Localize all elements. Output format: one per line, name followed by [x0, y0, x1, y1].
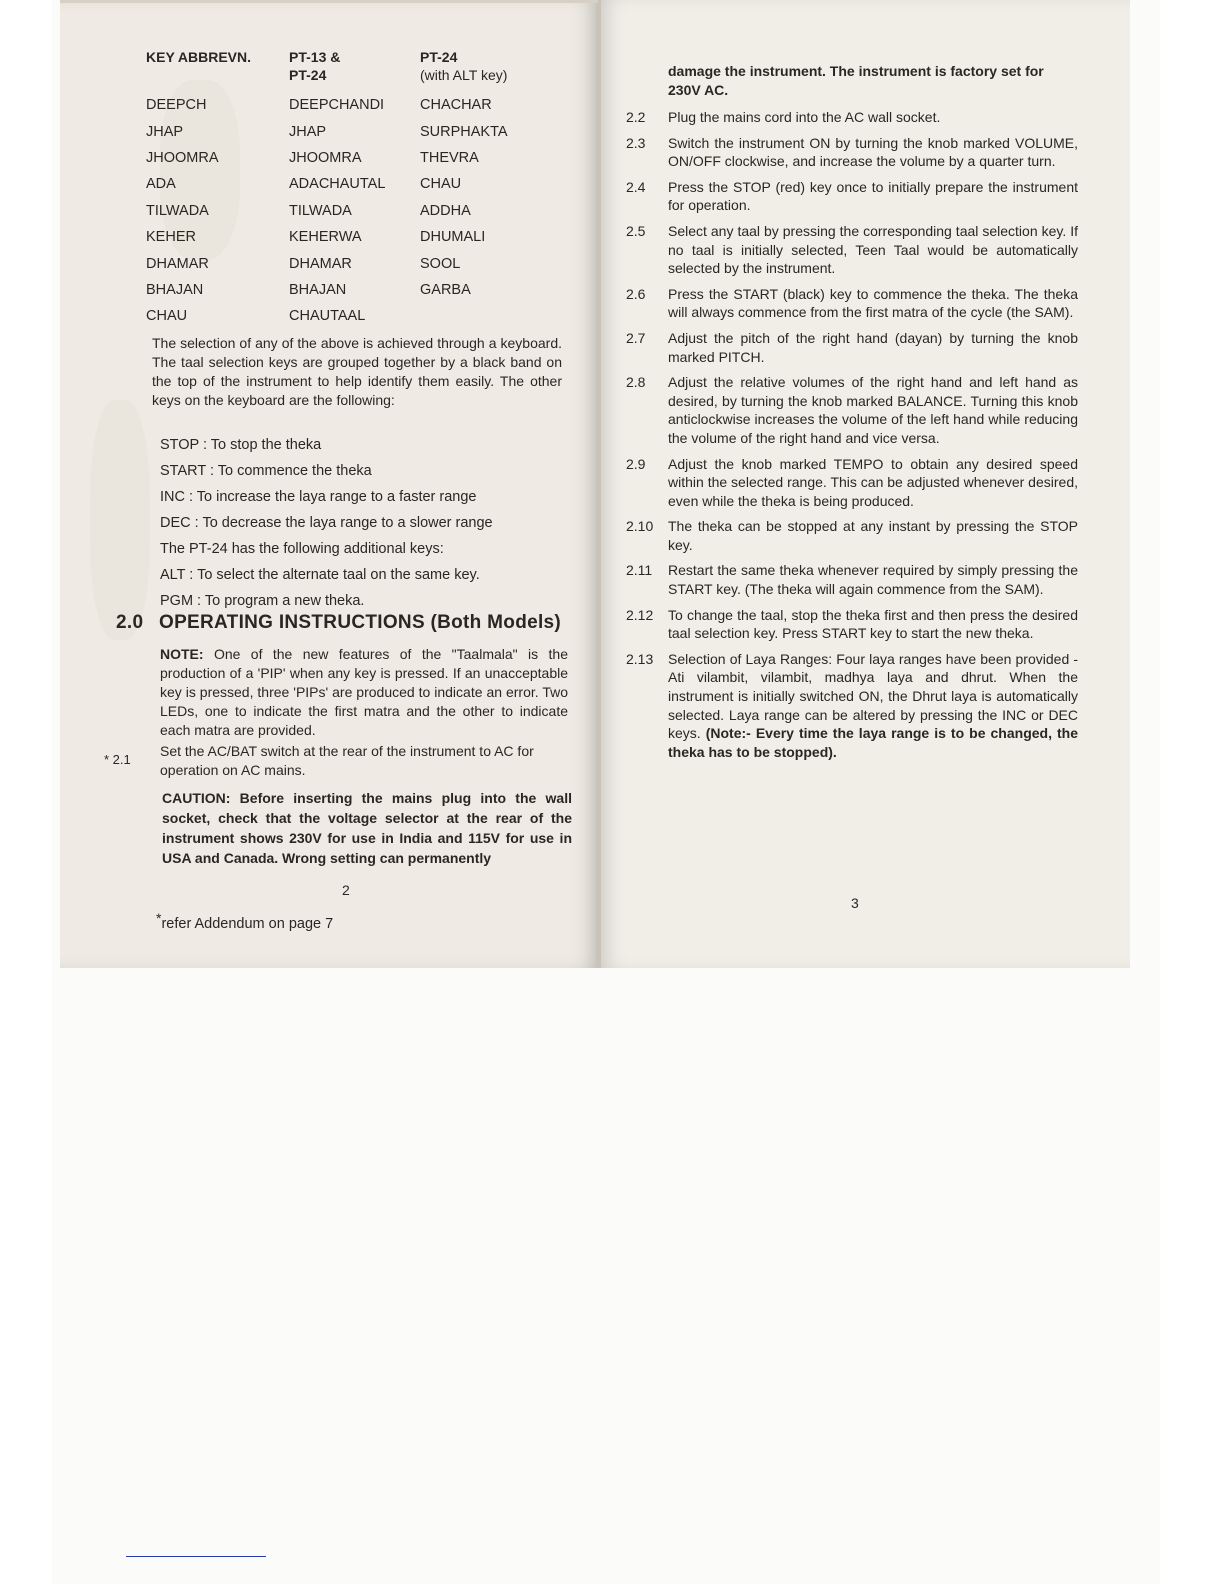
- note-paragraph: [160, 645, 568, 740]
- header-key-abbrevn: KEY ABBREVN.: [146, 49, 252, 65]
- instruction-item: [626, 329, 1078, 366]
- table-cell: CHACHAR: [420, 97, 492, 114]
- instruction-item: [626, 285, 1078, 322]
- footnote-star: *: [156, 910, 162, 926]
- instruction-item: [626, 517, 1078, 554]
- instruction-item: [626, 222, 1078, 278]
- item-number: 2.10: [626, 518, 654, 535]
- table-cell: BHAJAN: [289, 281, 347, 298]
- caution-paragraph: CAUTION: Before inserting the mains plug into the wall socket, check that the voltage selector at the rear of the instrument shows 230V for use in India and 115V for use in USA and Canada. Wrong setting can permanently: [162, 790, 572, 866]
- item-number: 2.13: [626, 650, 654, 667]
- section-title: OPERATING INSTRUCTIONS (Both Models): [159, 612, 562, 633]
- instruction-item-2-13: [626, 650, 1078, 762]
- page-edge: [60, 0, 598, 3]
- table-row: [146, 171, 566, 197]
- note-text: One of the new features of the "Taalmala" is the production of a 'PIP' when any key is pressed. If an unacceptable key is pressed, three 'PIPs' are produced to indicate an error. Two LEDs, one to indicate the first matra and the other to indicate each matra are provided.: [160, 646, 568, 738]
- section-number: 2.0: [116, 612, 144, 633]
- instruction-item: [626, 373, 1078, 447]
- instruction-item: [626, 561, 1078, 598]
- table-row: [146, 303, 566, 329]
- table-cell: ADACHAUTAL: [289, 176, 386, 193]
- table-cell: TILWADA: [289, 202, 352, 219]
- table-cell: CHAU: [420, 176, 462, 193]
- table-row: [146, 250, 566, 276]
- booklet-spine: [596, 0, 601, 968]
- item-text: To change the taal, stop the theka first and then press the desired taal selection key. Press START key to start the new theka.: [668, 606, 1078, 642]
- item-number: 2.12: [626, 606, 654, 623]
- table-cell: ADDHA: [420, 202, 471, 219]
- table-cell: CHAUTAAL: [289, 308, 366, 325]
- table-row: [146, 145, 566, 171]
- table-cell: THEVRA: [420, 149, 479, 166]
- footnote: [156, 910, 333, 932]
- table-header: [146, 48, 566, 84]
- item-number: 2.2: [626, 109, 646, 125]
- instruction-item: [626, 178, 1078, 215]
- hyperlink-underline: [126, 1556, 266, 1557]
- instruction-item: [626, 134, 1078, 171]
- item-number: 2.3: [626, 134, 646, 151]
- item-text: Select any taal by pressing the corresponding taal selection key. If no taal is initially selected, Teen Taal would be automatically selected by the instrument.: [668, 222, 1078, 277]
- table-cell: DHUMALI: [420, 229, 486, 246]
- table-cell: SURPHAKTA: [420, 123, 508, 140]
- table-cell: JHOOMRA: [289, 149, 362, 166]
- table-body: [146, 92, 566, 330]
- item-2-1-number: * 2.1: [104, 752, 131, 767]
- item-number: 2.5: [626, 222, 646, 239]
- table-cell: DHAMAR: [289, 255, 352, 272]
- paper-stain: [90, 400, 150, 640]
- item-note: (Note:- Every time the laya range is to be changed, the theka has to be stopped).: [668, 725, 1078, 760]
- table-row: [146, 92, 566, 118]
- table-row: [146, 198, 566, 224]
- table-cell: SOOL: [420, 255, 461, 272]
- table-cell: ADA: [146, 176, 176, 193]
- table-row: [146, 118, 566, 144]
- table-cell: DEEPCH: [146, 97, 207, 114]
- item-number: 2.6: [626, 285, 646, 302]
- page-number-3: 3: [851, 895, 859, 911]
- right-page-column: [626, 62, 1078, 768]
- item-text: Press the STOP (red) key once to initially prepare the instrument for operation.: [668, 178, 1078, 214]
- item-text: Selection of Laya Ranges: Four laya ranges have been provided - Ati vilambit, vilambit, madhya laya and dhrut. When the instrument is initially switched ON, the Dhrut laya is automatically selected. Laya range can be altered by pressing the INC or DEC keys.: [668, 650, 1078, 742]
- key-function-item: PGM : To program a new theka.: [160, 593, 365, 609]
- table-row: [146, 224, 566, 250]
- item-text: Plug the mains cord into the AC wall socket.: [668, 109, 941, 125]
- table-cell: TILWADA: [146, 202, 209, 219]
- item-number: 2.4: [626, 178, 646, 195]
- item-number: 2.11: [626, 562, 653, 579]
- instruction-item: [626, 606, 1078, 643]
- table-cell: DEEPCHANDI: [289, 97, 385, 114]
- footnote-text: refer Addendum on page 7: [161, 916, 334, 932]
- table-cell: BHAJAN: [146, 281, 204, 298]
- table-cell: JHOOMRA: [146, 149, 219, 166]
- item-number: 2.8: [626, 374, 646, 391]
- item-number: 2.7: [626, 329, 646, 346]
- table-cell: JHAP: [289, 123, 327, 140]
- item-text: The theka can be stopped at any instant by pressing the STOP key.: [668, 518, 1078, 553]
- table-cell: KEHERWA: [289, 229, 362, 246]
- item-text: Adjust the knob marked TEMPO to obtain any desired speed within the selected range. This can be adjusted whenever desired, even while the theka is being produced.: [668, 455, 1078, 509]
- header-pt24-alt: PT-24 (with ALT key): [420, 49, 508, 83]
- table-cell: KEHER: [146, 229, 196, 246]
- instruction-item: [626, 455, 1078, 511]
- instruction-item: [626, 108, 1078, 127]
- table-cell: DHAMAR: [146, 255, 209, 272]
- table-cell: JHAP: [146, 123, 184, 140]
- item-text: Switch the instrument ON by turning the knob marked VOLUME, ON/OFF clockwise, and increase the volume by a quarter turn.: [668, 134, 1078, 170]
- key-function-item: STOP : To stop the theka: [160, 437, 322, 453]
- item-text: Adjust the pitch of the right hand (dayan) by turning the knob marked PITCH.: [668, 329, 1078, 365]
- table-cell: GARBA: [420, 281, 471, 298]
- note-label: NOTE:: [160, 646, 204, 662]
- table-row: [146, 277, 566, 303]
- item-text: Adjust the relative volumes of the right hand and left hand as desired, by turning the knob marked BALANCE. Turning this knob anticlockwise increases the volume of the left hand while reducing the volume of the right hand and vice versa.: [668, 374, 1078, 446]
- caution-continuation: damage the instrument. The instrument is factory set for 230V AC.: [668, 63, 1044, 98]
- table-cell: CHAU: [146, 308, 188, 325]
- key-function-list: [160, 432, 560, 614]
- item-number: 2.9: [626, 455, 646, 472]
- key-function-item: START : To commence the theka: [160, 463, 372, 479]
- item-text: Restart the same theka whenever required by simply pressing the START key. (The theka will again commence from the SAM).: [668, 562, 1078, 598]
- key-function-item: DEC : To decrease the laya range to a slower range: [160, 515, 493, 531]
- item-2-1-text: Set the AC/BAT switch at the rear of the instrument to AC for operation on AC mains.: [160, 743, 534, 778]
- key-function-item: ALT : To select the alternate taal on the same key.: [160, 567, 480, 583]
- section-heading: [116, 612, 561, 634]
- key-abbreviation-table: [146, 48, 566, 330]
- item-text: Press the START (black) key to commence the theka. The theka will always commence from the first matra of the cycle (the SAM).: [668, 285, 1078, 321]
- page-number-2: 2: [342, 882, 350, 898]
- instruction-list: [626, 108, 1078, 643]
- key-function-item: INC : To increase the laya range to a faster range: [160, 489, 477, 505]
- header-pt13-pt24: PT-13 & PT-24: [289, 49, 341, 83]
- keyboard-intro-paragraph: The selection of any of the above is achieved through a keyboard. The taal selection keys are grouped together by a black band on the top of the instrument to help identify them easily. The other keys on the keyboard are the following:: [152, 335, 562, 408]
- key-function-item: The PT-24 has the following additional keys:: [160, 541, 444, 557]
